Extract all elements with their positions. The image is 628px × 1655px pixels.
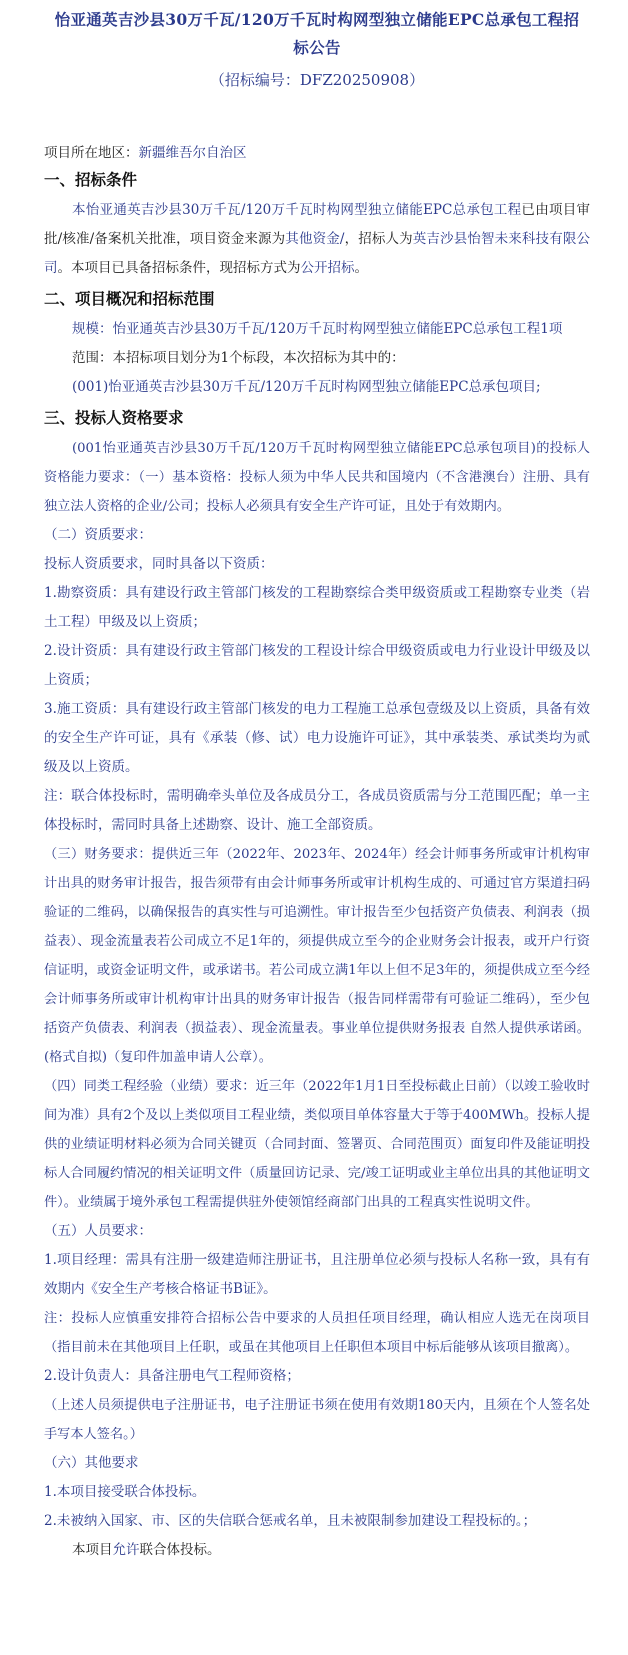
- lot-item: (001)怡亚通英吉沙县30万千瓦/120万千瓦时构网型独立储能EPC总承包项目;: [72, 379, 541, 395]
- document-title: 怡亚通英吉沙县30万千瓦/120万千瓦时构网型独立储能EPC总承包工程招标公告: [54, 10, 580, 57]
- region-value: 新疆维吾尔自治区: [138, 145, 247, 161]
- staff-note: 注：投标人应慎重安排符合招标公告中要求的人员担任项目经理，确认相应人选无在岗项目（指目前未在其他项目上任职，或虽在其他项目上任职但本项目中标后能够从该项目撤离）。: [44, 1311, 590, 1355]
- other-heading: （六）其他要求: [44, 1455, 139, 1471]
- period: 。: [354, 260, 368, 276]
- staff-note-certificates: （上述人员须提供电子注册证书，电子注册证书须在使用有效期180天内，且须在个人签名处手写本人签名。）: [44, 1398, 590, 1442]
- other-blacklist: 2.未被纳入国家、市、区的失信联合惩戒名单，且未被限制参加建设工程投标的。；: [44, 1513, 537, 1529]
- section-1-heading: 一、招标条件: [44, 171, 138, 189]
- qualification-heading: （二）资质要求：: [44, 527, 152, 543]
- qualification-survey: 1.勘察资质：具有建设行政主管部门核发的工程勘察综合类甲级资质或工程勘察专业类（岩土工程）甲级及以上资质；: [44, 585, 590, 630]
- project-region: [44, 142, 590, 164]
- other-consortium: 1.本项目接受联合体投标。: [44, 1484, 206, 1500]
- method-label: 。本项目已具备招标条件，现招标方式为: [57, 260, 301, 276]
- financial-requirements: （三）财务要求：提供近三年（2022年、2023年、2024年）经会计师事务所或审计机构审计出具的财务审计报告，报告须带有由会计师事务所或审计机构生成的、可通过官方渠道扫码验证的二维码，以确保报告的真实性与可追溯性。审计报告至少包括资产负债表、利润表（损益表）、现金流量表若公司成立不足1年的，须提供成立至今的企业财务会计报表，或开户行资信证明，或资金证明文件，或承诺书。若公司成立满1年以上但不足3年的，须提供成立至今经会计师事务所或审计机构审计出具的财务审计报告（报告同样需带有可验证二维码），至少包括资产负债表、利润表（损益表）、现金流量表。事业单位提供财务报表 自然人提供承诺函。(格式自拟)（复印件加盖申请人公章）。: [44, 847, 590, 1065]
- approval-text: 已由项目审批/核准/备案机关批准，项目资金来源为: [44, 202, 591, 247]
- staff-design-lead: 2.设计负责人：具备注册电气工程师资格；: [44, 1368, 300, 1384]
- staff-heading: （五）人员要求：: [44, 1223, 152, 1239]
- project-name-ref: 本怡亚通英吉沙县30万千瓦/120万千瓦时构网型独立储能EPC总承包工程: [72, 202, 522, 218]
- region-label: 项目所在地区：: [44, 145, 139, 161]
- section-2-heading: 二、项目概况和招标范围: [44, 290, 215, 308]
- consortium-prefix: 本项目: [72, 1542, 113, 1558]
- staff-project-manager: 1.项目经理：需具有注册一级建造师注册证书，且注册单位必须与投标人名称一致，具有有效期内《安全生产考核合格证书B证》。: [44, 1252, 590, 1297]
- project-scope: 范围：本招标项目划分为1个标段，本次招标为其中的：: [72, 350, 405, 366]
- consortium-allowed: 允许: [112, 1542, 140, 1558]
- consortium-suffix: 联合体投标。: [139, 1542, 221, 1558]
- basic-qualification: (001怡亚通英吉沙县30万千瓦/120万千瓦时构网型独立储能EPC总承包项目)的投标人资格能力要求：（一）基本资格：投标人须为中华人民共和国境内（不含港澳台）注册、具有独立法人资格的企业/公司；投标人必须具有安全生产许可证，且处于有效期内。: [44, 441, 590, 514]
- project-scale: 规模：怡亚通英吉沙县30万千瓦/120万千瓦时构网型独立储能EPC总承包工程1项: [72, 321, 563, 337]
- experience-requirements: （四）同类工程经验（业绩）要求：近三年（2022年1月1日至投标截止日前）（以竣工验收时间为准）具有2个及以上类似项目工程业绩，类似项目单体容量大于等于400MWh。投标人提供的业绩证明材料必须为合同关键页（合同封面、签署页、合同范围页）面复印件及能证明投标人合同履约情况的相关证明文件（质量回访记录、完/竣工证明或业主单位出具的其他证明文件）。业绩属于境外承包工程需提供驻外使领馆经商部门出具的工程真实性说明文件。: [44, 1079, 590, 1210]
- qualification-construction: 3.施工资质：具有建设行政主管部门核发的电力工程施工总承包壹级及以上资质，具备有效的安全生产许可证，具有《承装（修、试）电力设施许可证》，其中承装类、承试类均为贰级及以上资质。: [44, 701, 590, 775]
- section-3-heading: 三、投标人资格要求: [44, 409, 184, 427]
- qualification-intro: 投标人资质要求，同时具备以下资质：: [44, 556, 274, 572]
- tender-code: （招标编号：DFZ20250908）: [209, 71, 425, 89]
- tenderer-name: 英吉沙县怡智未来科技有限公司: [44, 231, 590, 276]
- fund-source: 其他资金/: [285, 231, 345, 247]
- tenderer-label: ，招标人为: [344, 231, 413, 247]
- consortium-statement: [44, 1536, 590, 1565]
- tender-method: 公开招标: [300, 260, 355, 276]
- section-1-paragraph: [44, 196, 590, 283]
- qualification-design: 2.设计资质：具有建设行政主管部门核发的工程设计综合甲级资质或电力行业设计甲级及以上资质；: [44, 643, 590, 688]
- qualification-note: 注：联合体投标时，需明确牵头单位及各成员分工，各成员资质需与分工范围匹配；单一主体投标时，需同时具备上述勘察、设计、施工全部资质。: [44, 788, 590, 833]
